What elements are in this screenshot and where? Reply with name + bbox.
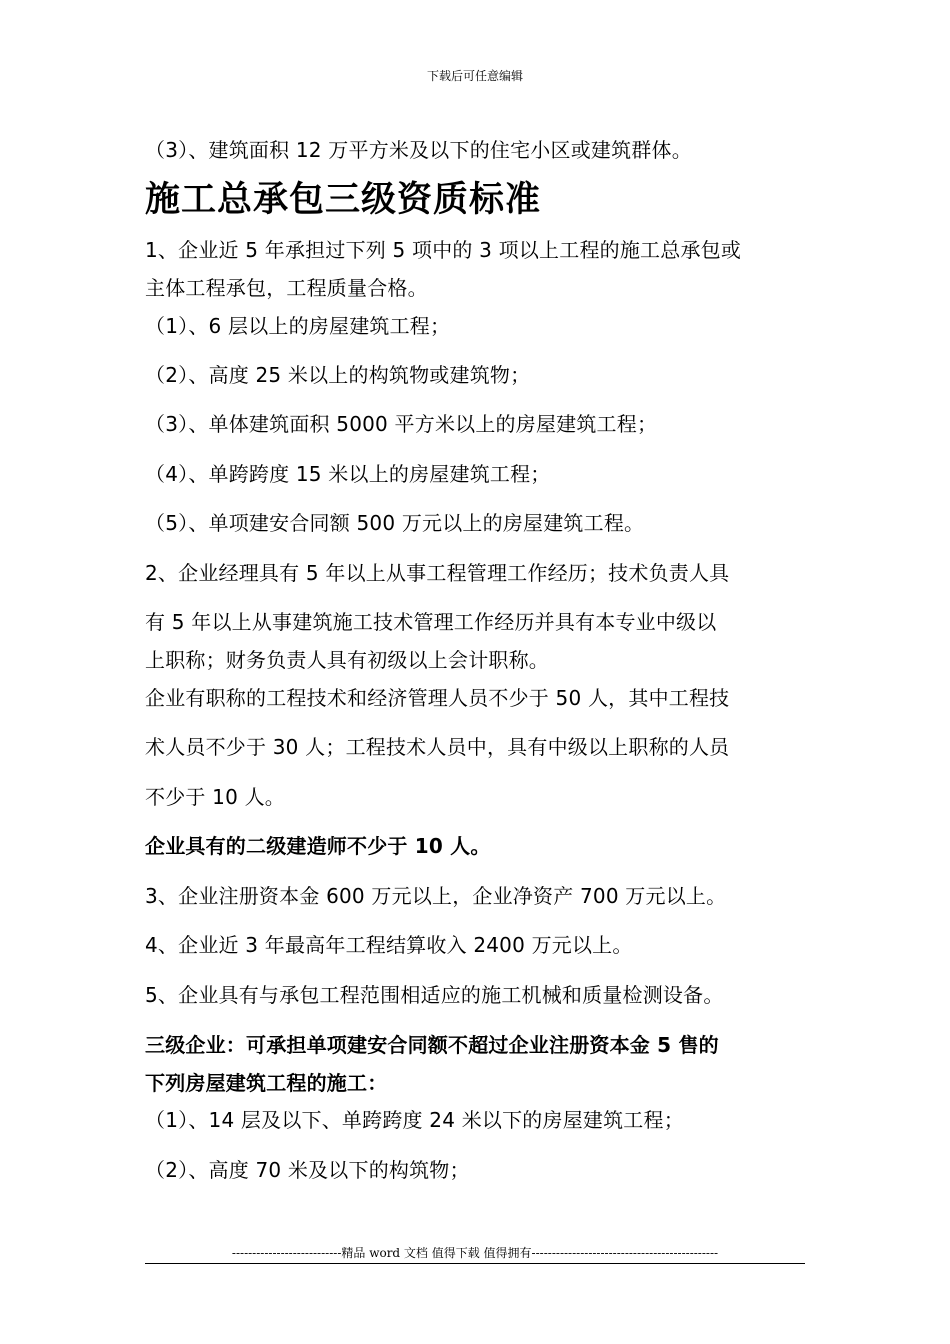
text-line-3: 主体工程承包，工程质量合格。 bbox=[145, 276, 428, 300]
text-line-5: （2）、高度 25 米以上的构筑物或建筑物； bbox=[145, 363, 531, 387]
page-header: 下载后可任意编辑 bbox=[426, 69, 523, 83]
text-line-17: 4、企业近 3 年最高年工程结算收入 2400 万元以上。 bbox=[145, 933, 633, 957]
text-line-18: 5、企业具有与承包工程范围相适应的施工机械和质量检测设备。 bbox=[145, 983, 724, 1007]
text-line-14: 不少于 10 人。 bbox=[145, 785, 285, 809]
page-footer: ---------------------------精品 word 文档 值得下载 值得拥有---------------------------------------------- bbox=[231, 1246, 719, 1260]
text-line-19: 三级企业：可承担单项建安合同额不超过企业注册资本金 5 售的 bbox=[145, 1033, 719, 1057]
text-line-20: 下列房屋建筑工程的施工： bbox=[145, 1071, 388, 1095]
text-line-21: （1）、14 层及以下、单跨跨度 24 米以下的房屋建筑工程； bbox=[145, 1108, 684, 1132]
text-line-4: （1）、6 层以上的房屋建筑工程； bbox=[145, 314, 451, 338]
text-line-8: （5）、单项建安合同额 500 万元以上的房屋建筑工程。 bbox=[145, 511, 645, 535]
text-line-1: （3）、建筑面积 12 万平方米及以下的住宅小区或建筑群体。 bbox=[145, 138, 692, 162]
footer-rule bbox=[145, 1263, 805, 1264]
text-line-10: 有 5 年以上从事建筑施工技术管理工作经历并具有本专业中级以 bbox=[145, 610, 717, 634]
text-line-7: （4）、单跨跨度 15 米以上的房屋建筑工程； bbox=[145, 462, 551, 486]
text-line-11: 上职称；财务负责人具有初级以上会计职称。 bbox=[145, 648, 549, 672]
text-line-16: 3、企业注册资本金 600 万元以上，企业净资产 700 万元以上。 bbox=[145, 884, 727, 908]
text-line-22: （2）、高度 70 米及以下的构筑物； bbox=[145, 1158, 470, 1182]
text-line-6: （3）、单体建筑面积 5000 平方米以上的房屋建筑工程； bbox=[145, 412, 658, 436]
text-line-9: 2、企业经理具有 5 年以上从事工程管理工作经历；技术负责人具 bbox=[145, 561, 730, 585]
section-title: 施工总承包三级资质标准 bbox=[145, 180, 542, 220]
text-line-12: 企业有职称的工程技术和经济管理人员不少于 50 人，其中工程技 bbox=[145, 686, 730, 710]
text-line-15: 企业具有的二级建造师不少于 10 人。 bbox=[145, 834, 491, 858]
text-line-2: 1、企业近 5 年承担过下列 5 项中的 3 项以上工程的施工总承包或 bbox=[145, 238, 742, 262]
text-line-13: 术人员不少于 30 人；工程技术人员中，具有中级以上职称的人员 bbox=[145, 735, 730, 759]
